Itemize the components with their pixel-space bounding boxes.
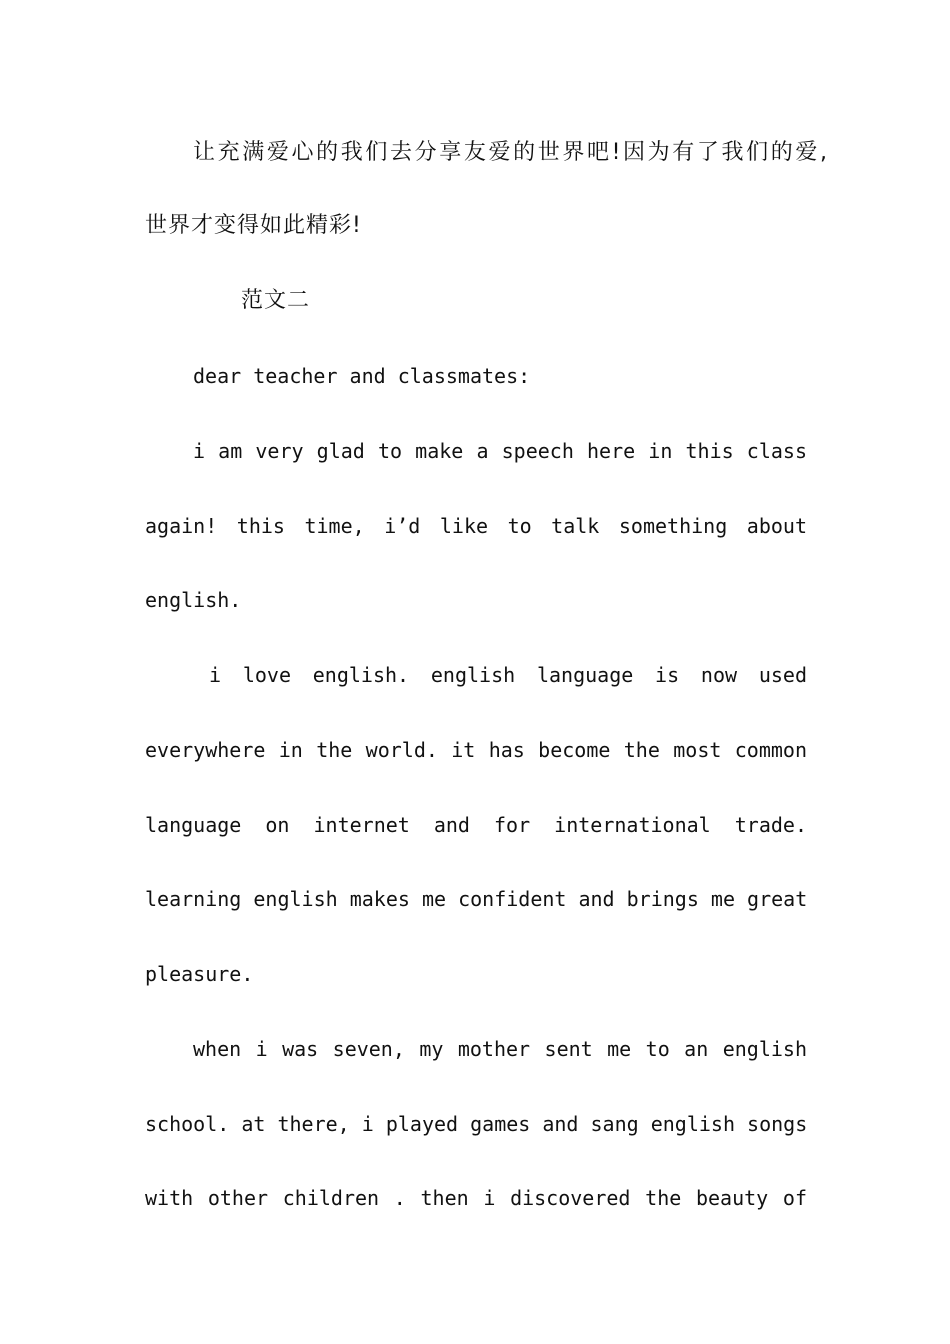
paragraph-line-8: i love english. english language is now used bbox=[209, 663, 807, 687]
paragraph-line-6: again! this time, i’d like to talk something about bbox=[145, 514, 807, 538]
paragraph-line-7: english. bbox=[145, 588, 242, 612]
paragraph-line-1: 让充满爱心的我们去分享友爱的世界吧!因为有了我们的爱, bbox=[193, 140, 828, 165]
paragraph-line-13: when i was seven, my mother sent me to an english bbox=[193, 1037, 807, 1061]
paragraph-line-5: i am very glad to make a speech here in this class bbox=[193, 439, 807, 463]
paragraph-line-9: everywhere in the world. it has become the most common bbox=[145, 738, 807, 762]
paragraph-line-12: pleasure. bbox=[145, 962, 254, 986]
section-heading: 范文二 bbox=[241, 288, 311, 313]
salutation-line: dear teacher and classmates: bbox=[193, 364, 531, 388]
paragraph-line-15: with other children . then i discovered the beauty of bbox=[145, 1186, 807, 1210]
paragraph-line-10: language on internet and for international trade. bbox=[145, 813, 807, 837]
paragraph-line-11: learning english makes me confident and brings me great bbox=[145, 887, 808, 911]
paragraph-line-2: 世界才变得如此精彩! bbox=[145, 213, 362, 238]
paragraph-line-14: school. at there, i played games and sang english songs bbox=[145, 1112, 808, 1136]
